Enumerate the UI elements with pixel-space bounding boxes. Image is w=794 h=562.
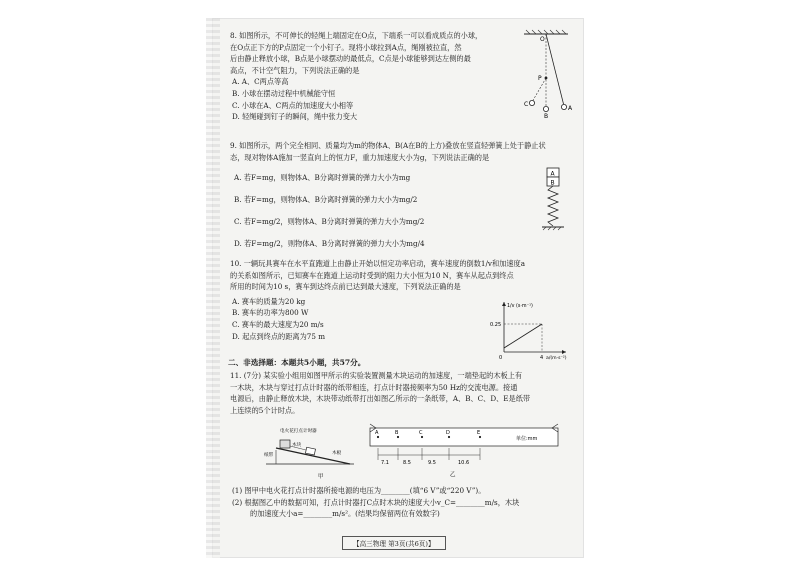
tape-unit: 单位:mm (516, 436, 538, 442)
page-footer: 【高三物理 第3页(共6页)】 (342, 536, 446, 550)
block-a-label: A (550, 170, 555, 178)
q9-line: 9. 如图所示，两个完全相同、质量均为m的物体A、B(A在B的上方)叠放在竖直轻弹簧上处于静止状 (230, 141, 546, 150)
q11-sub-2: (2) 根据图乙中的数据可知，打点计时器打C点时木块的速度大小v_C=________m/s，木块 (232, 497, 520, 507)
graph-y-tick: 0.25 (490, 322, 502, 328)
spring-figure (538, 164, 568, 240)
point-e: E (477, 430, 481, 436)
q10-option-c: C. 赛车的最大速度为20 m/s (232, 319, 324, 329)
q11-line: 上连续的5个计时点。 (230, 405, 300, 415)
q8-option-a: A. A、C两点等高 (232, 77, 289, 87)
point-c: C (419, 430, 423, 436)
q11-line: 11. (7分) 某实验小组用如图甲所示的实验装置测量木块运动的加速度，一端垫起的木板上有 (230, 371, 523, 380)
label-a: A (568, 105, 573, 112)
q10-option-d: D. 起点到终点的距离为75 m (232, 331, 326, 341)
q11-line: 电源后，由静止释放木块，木块带动纸带打出如图乙所示的一条纸带，A、B、C、D、E是纸带 (230, 394, 531, 404)
point-a: A (375, 430, 379, 436)
q9-option-d: D. 若F=mg/2，则物体A、B分离时弹簧的弹力大小为mg/4 (234, 239, 425, 248)
section-2-heading: 二、非选择题：本题共5小题，共57分。 (228, 358, 366, 367)
label-p: P (538, 75, 542, 82)
q8-option-d: D. 轻绳碰到钉子的瞬间，绳中张力变大 (232, 112, 358, 122)
q9-options (232, 167, 425, 255)
graph-x-label: a/(m·s⁻²) (546, 356, 567, 360)
q10-line: 的关系如图所示，已知赛车在跑道上运动时受到的阻力大小恒为10 N，赛车从起点到终点 (230, 270, 514, 280)
q9-option-a: A. 若F=mg，则物体A、B分离时弹簧的弹力大小为mg (234, 173, 411, 182)
q8-line: 8. 如图所示，不可伸长的轻绳上端固定在O点，下端系一可以看成质点的小球， (230, 31, 483, 40)
q10-line: 所用的时间为10 s，赛车到达终点前已达到最大速度，下列说法正确的是 (230, 282, 461, 292)
pendulum-figure (518, 28, 574, 118)
point-b: B (395, 430, 399, 436)
question-9 (230, 140, 546, 163)
label-board: 木板 (332, 451, 342, 456)
block-b-label: B (550, 179, 555, 187)
q9-line: 态，现对物体A施加一竖直向上的恒力F，重力加速度大小为g，下列说法正确的是 (230, 152, 490, 162)
graph-x-tick: 4 (540, 355, 544, 360)
q9-option-c: C. 若F=mg/2，则物体A、B分离时弹簧的弹力大小为mg/2 (234, 217, 425, 226)
q11-subquestions (232, 485, 519, 520)
torn-edge (206, 18, 220, 558)
label-timer: 电火花打点计时器 (280, 429, 317, 434)
label-b: B (544, 113, 549, 118)
q10-option-a: A. 赛车的质量为20 kg (232, 296, 306, 306)
question-10 (230, 258, 525, 342)
spacing-de: 10.6 (458, 460, 470, 466)
caption-jia: 甲 (318, 474, 324, 480)
label-c: C (524, 101, 529, 108)
point-d: D (446, 430, 450, 436)
q10-line: 10. 一辆玩具赛车在水平直跑道上由静止开始以恒定功率启动，赛车速度的倒数1/v和加速度a (230, 259, 525, 268)
label-tape: 纸带 (264, 453, 274, 458)
spacing-cd: 9.5 (428, 460, 436, 466)
q10-option-b: B. 赛车的功率为800 W (232, 308, 309, 318)
q8-line: 后由静止释放小球，B点是小球摆动的最低点，C点是小球能够到达左侧的最 (230, 54, 471, 64)
q8-option-b: B. 小球在摆动过程中机械能守恒 (232, 88, 336, 98)
inverse-velocity-graph (490, 298, 570, 360)
q9-option-b: B. 若F=mg，则物体A、B分离时弹簧的弹力大小为mg/2 (234, 195, 418, 204)
label-block: 木块 (292, 443, 302, 448)
question-11 (230, 370, 530, 416)
q11-sub-2b: 的加速度大小a=________m/s²。(结果均保留两位有效数字) (250, 509, 440, 519)
q8-line: 在O点正下方的P点固定一个小钉子。现将小球拉到A点，绳刚被拉直，然 (230, 42, 462, 52)
spacing-bc: 8.5 (403, 460, 411, 466)
incline-apparatus-figure (262, 418, 358, 480)
q11-line: 一木块，木块与穿过打点计时器的纸带相连，打点计时器接频率为50 Hz的交流电源。接通 (230, 382, 518, 392)
q11-sub-1: (1) 图甲中电火花打点计时器所接电源的电压为________(填“6 V”或“220 V”)。 (232, 486, 486, 495)
graph-origin: 0 (499, 355, 503, 360)
paper-tape-figure (366, 420, 562, 480)
spacing-ab: 7.1 (381, 460, 389, 466)
q8-line: 高点，不计空气阻力，下列说法正确的是 (230, 65, 360, 75)
label-o: O (540, 36, 545, 43)
caption-yi: 乙 (450, 472, 456, 478)
graph-y-label: 1/v (s·m⁻¹) (507, 304, 533, 309)
question-8 (230, 30, 482, 123)
q8-option-c: C. 小球在A、C两点的加速度大小相等 (232, 100, 354, 110)
